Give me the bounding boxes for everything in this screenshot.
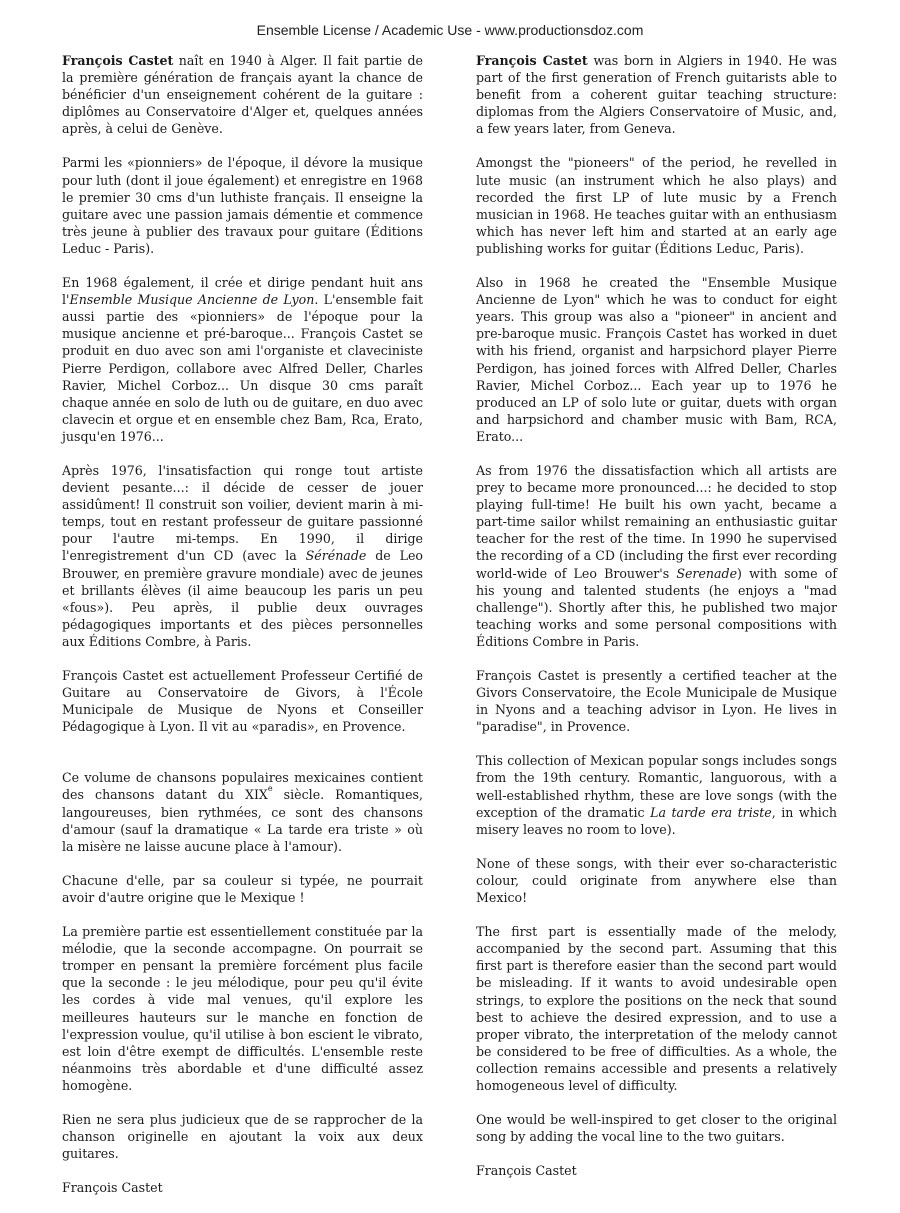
fr-paragraph-bio: François Castet naît en 1940 à Alger. Il fait partie de la première génération de français ayant la chance de bénéficier d'un enseignement cohérent de la guitare : diplômes au Conservatoire d'Alger et, quelques années après, à celui de Genève. — [62, 53, 423, 137]
license-header: Ensemble License / Academic Use - www.productionsdoz.com — [256, 22, 644, 38]
fr-paragraph-after-1976: Après 1976, l'insatisfaction qui ronge tout artiste devient pesante...: il décide de cesser de jouer assidûment! Il construit son voilier, devient marin à mi-temps, tout en restant professeur de guitare passionné pour l'autre mi-temps. En 1990, il dirige l'enregistrement d'un CD (avec la Sérénade de Leo Brouwer, en première gravure mondiale) avec de jeunes et brillants élèves (il aime beaucoup les paris un peu «fous»). Peu après, il publie deux ouvrages pédagogiques importants et des pièces personnelles aux Éditions Combre, à Paris. — [62, 462, 423, 649]
en-paragraph-voice: One would be well-inspired to get closer to the original song by adding the vocal line to the two guitars. — [476, 1112, 837, 1145]
en-paragraph-collection: This collection of Mexican popular songs includes songs from the 19th century. Romantic, languorous, with a well-established rhythm, these are love songs (with the exception of the dramatic La tarde era triste, in which misery leaves no room to love). — [476, 753, 838, 837]
fr-paragraph-mexico: Chacune d'elle, par sa couleur si typée, ne pourrait avoir d'autre origine que le Mexique ! — [62, 872, 423, 905]
fr-paragraph-parts: La première partie est essentiellement constituée par la mélodie, que la seconde accompagne. On pourrait se tromper en pensant la première forcément plus facile que la seconde : le jeu mélodique, pour peu qu'il évite les cordes à vide mal venues, qu'il explore les meilleures hauteurs sur le manche en fonction de l'expression voulue, qu'il utilise à bon escient le vibrato, est loin d'être exempt de difficultés. L'ensemble reste néanmoins très abordable et d'une difficulté assez homogène. — [62, 924, 423, 1093]
fr-paragraph-pioneers: Parmi les «pionniers» de l'époque, il dévore la musique pour luth (dont il joue également) et enregistre en 1968 le premier 30 cms d'un luthiste français. Il enseigne la guitare avec une passion jamais démentie et commence très jeune à publier des travaux pour guitare (Éditions Leduc - Paris). — [62, 155, 423, 256]
en-paragraph-bio: François Castet was born in Algiers in 1940. He was part of the first generation of French guitarists able to benefit from a coherent guitar teaching structure: diplomas from the Algiers Conservatoire of Music, and, a few years later, from Geneva. — [476, 53, 838, 137]
fr-paragraph-ensemble: En 1968 également, il crée et dirige pendant huit ans l'Ensemble Musique Ancienne de Lyon. L'ensemble fait aussi partie des «pionniers» de l'époque pour la musique ancienne et pré-baroque... François Castet se produit en duo avec son ami l'organiste et claveciniste Pierre Perdigon, collabore avec Alfred Deller, Charles Ravier, Michel Corboz... Un disque 30 cms paraît chaque année en solo de luth ou de guitare, en duo avec clavecin et orgue et en ensemble chez Bam, Rca, Erato, jusqu'en 1976... — [62, 275, 424, 444]
en-signature: François Castet — [476, 1163, 577, 1179]
fr-paragraph-collection: Ce volume de chansons populaires mexicaines contient des chansons datant du XIXe siècle. Romantiques, langoureuses, bien rythmées, ce sont des chansons d'amour (sauf la dramatique « La tarde era triste » où la misère ne laisse aucune place à l'amour). — [62, 770, 423, 854]
fr-author-name: François Castet — [62, 53, 174, 68]
en-paragraph-after-1976: As from 1976 the dissatisfaction which all artists are prey to became more pronounced...: he decided to stop playing full-time! He built his own yacht, became a part-time sailor whilst remaining an enthusiastic guitar teacher for the rest of the time. In 1990 he supervised the recording of a CD (including the first ever recording world-wide of Leo Brouwer's Serenade) with some of his young and talented students (he enjoys a "mad challenge"). Shortly after this, he published two major teaching works and some personal compositions with Éditions Combre in Paris. — [476, 462, 837, 649]
en-paragraph-parts: The first part is essentially made of the melody, accompanied by the second part. Assuming that this first part is therefore easier than the second part would be misleading. If it wants to avoid undesirable open strings, to explore the positions on the neck that sound best to achieve the desired expression, and to use a proper vibrato, the interpretation of the melody cannot be considered to be free of difficulties. As a whole, the collection remains accessible and presents a relatively homogeneous level of difficulty. — [476, 924, 837, 1093]
fr-paragraph-voice: Rien ne sera plus judicieux que de se rapprocher de la chanson originelle en ajoutant la voix aux deux guitares. — [62, 1111, 423, 1162]
en-paragraph-current: François Castet is presently a certified teacher at the Givors Conservatoire, the Ecole Municipale de Musique in Nyons and a teaching advisor in Lyon. He lives in "paradise", in Provence. — [476, 668, 837, 735]
english-column — [476, 52, 837, 1196]
en-author-name: François Castet — [476, 53, 588, 68]
en-paragraph-ensemble: Also in 1968 he created the "Ensemble Musique Ancienne de Lyon" which he was to conduct for eight years. This group was also a "pioneer" in ancient and pre-baroque music. François Castet has worked in duet with his friend, organist and harpsichord player Pierre Perdigon, has joined forces with Alfred Deller, Charles Ravier, Michel Corboz... Each year up to 1976 he produced an LP of solo lute or guitar, duets with organ and harpsichord and chamber music with Bam, RCA, Erato... — [476, 275, 837, 444]
en-paragraph-pioneers: Amongst the "pioneers" of the period, he revelled in lute music (an instrument which he also plays) and recorded the first LP of lute music by a French musician in 1968. He teaches guitar with an enthusiasm which has never left him and started at an early age publishing works for guitar (Éditions Leduc, Paris). — [476, 155, 837, 256]
fr-signature: François Castet — [62, 1180, 163, 1196]
french-column — [62, 52, 423, 1213]
en-paragraph-mexico: None of these songs, with their ever so-characteristic colour, could originate from anywhere else than Mexico! — [476, 855, 837, 906]
fr-paragraph-current: François Castet est actuellement Professeur Certifié de Guitare au Conservatoire de Givors, à l'École Municipale de Musique de Nyons et Conseiller Pédagogique à Lyon. Il vit au «paradis», en Provence. — [62, 668, 423, 735]
